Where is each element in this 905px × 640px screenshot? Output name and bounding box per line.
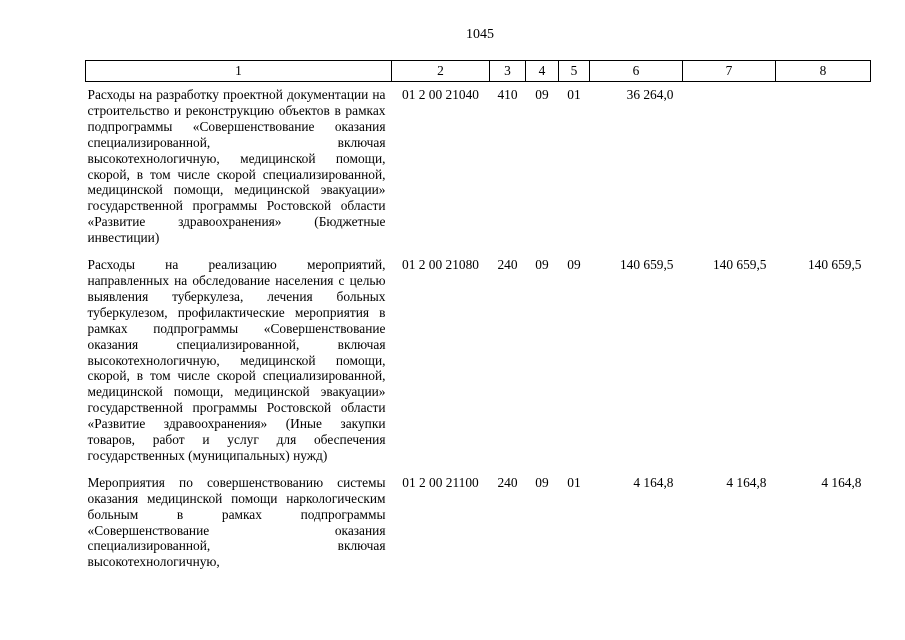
row-col4: 09 bbox=[535, 474, 549, 490]
row-col4: 09 bbox=[535, 87, 549, 102]
row-description: Расходы на разработку проектной документации на строительство и реконструкцию объектов в рамках подпрограммы «Совершенствование оказания специализированной, включая высокотехнологичную, медицинской помощи, скорой, в том числе скорой специализированной, медицинской помощи, медицинской эвакуации» государственной программы Ростовской области «Развитие здравоохранения» (Бюджетные инвестиции) bbox=[87, 87, 386, 246]
row-description: Мероприятия по совершенствованию системы оказания медицинской помощи наркологическим больным в рамках подпрограммы «Совершенствование оказания специализированной, включая высокотехнологичную, bbox=[87, 474, 386, 570]
row-col6: 4 164,8 bbox=[633, 474, 674, 490]
row-col3: 240 bbox=[497, 257, 518, 273]
budget-table bbox=[85, 60, 871, 576]
row-code: 01 2 00 21080 bbox=[402, 257, 479, 273]
row-col3: 410 bbox=[497, 87, 518, 102]
table-row bbox=[86, 82, 871, 253]
row-description: Расходы на реализацию мероприятий, направленных на обследование населения с целью выявления туберкулеза, лечения больных туберкулезом, профилактические мероприятия в рамках подпрограммы «Совершенствование оказания специализированной, включая высокотехнологичную, медицинской помощи, скорой, в том числе скорой специализированной, медицинской помощи, медицинской эвакуации» государственной программы Ростовской области «Развитие здравоохранения» (Иные закупки товаров, работ и услуг для обеспечения государственных (муниципальных) нужд) bbox=[87, 257, 386, 463]
column-header: 5 bbox=[559, 61, 590, 82]
row-col5: 01 bbox=[567, 87, 581, 102]
page-number: 1045 bbox=[466, 27, 494, 42]
row-col8: 140 659,5 bbox=[807, 257, 862, 273]
row-code: 01 2 00 21040 bbox=[402, 87, 479, 102]
column-header: 1 bbox=[86, 61, 392, 82]
row-col8: 4 164,8 bbox=[821, 474, 862, 490]
column-header: 8 bbox=[776, 61, 871, 82]
table-row bbox=[86, 470, 871, 576]
header-row bbox=[86, 61, 871, 82]
table-row bbox=[86, 252, 871, 470]
row-col3: 240 bbox=[497, 474, 518, 490]
column-header: 6 bbox=[590, 61, 683, 82]
row-col7: 140 659,5 bbox=[712, 257, 767, 273]
row-col4: 09 bbox=[535, 257, 549, 273]
row-col7: 4 164,8 bbox=[726, 474, 767, 490]
row-col6: 36 264,0 bbox=[626, 87, 674, 102]
row-col5: 01 bbox=[567, 474, 581, 490]
column-header: 4 bbox=[526, 61, 559, 82]
row-code: 01 2 00 21100 bbox=[402, 474, 479, 490]
row-col8 bbox=[776, 82, 871, 253]
column-header: 3 bbox=[490, 61, 526, 82]
row-col6: 140 659,5 bbox=[619, 257, 674, 273]
row-col7 bbox=[683, 82, 776, 253]
column-header: 2 bbox=[392, 61, 490, 82]
column-header: 7 bbox=[683, 61, 776, 82]
row-col5: 09 bbox=[567, 257, 581, 273]
